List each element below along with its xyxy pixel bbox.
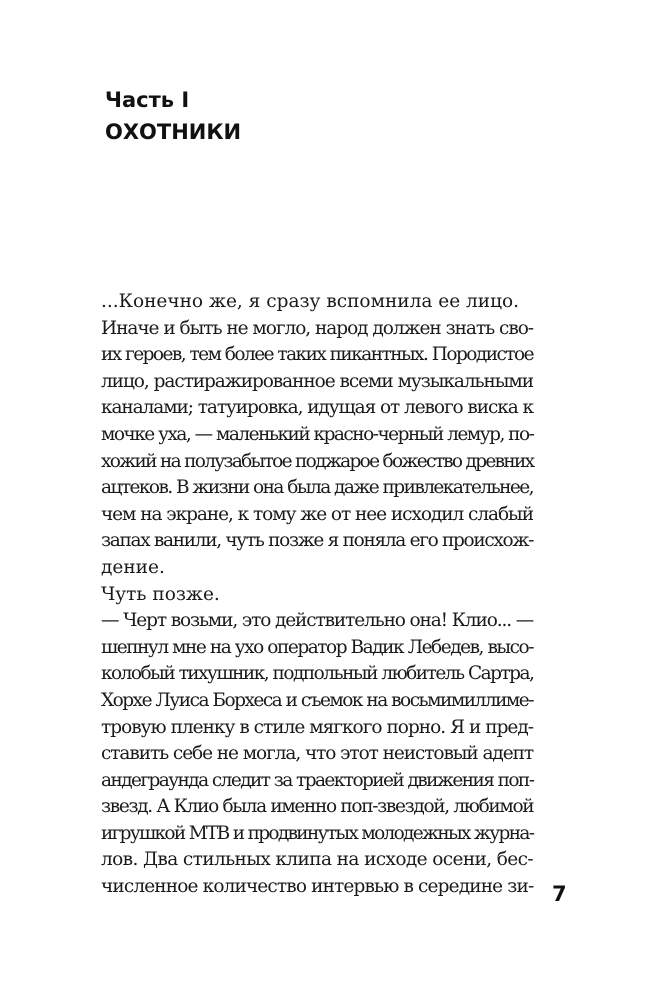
text-line: — Черт возьми, это действительно она! Клио... — — [101, 610, 534, 632]
text-line: андеграунда следит за траекторией движения поп- — [101, 769, 534, 791]
text-line: численное количество интервью в середине зи- — [101, 876, 534, 898]
text-line: ...Конечно же, я сразу вспомнила ее лицо. — [101, 291, 520, 312]
chapter-heading — [105, 84, 241, 148]
body-text — [101, 289, 533, 901]
text-line: тровую пленку в стиле мягкого порно. Я и пред- — [101, 716, 533, 738]
text-line: хожий на полузабытое поджарое божество древних — [101, 450, 534, 472]
text-line: каналами; татуировка, идущая от левого виска к — [101, 397, 533, 419]
text-line: Иначе и быть не могло, народ должен знать сво- — [101, 317, 533, 339]
chapter-title: ОХОТНИКИ — [105, 120, 242, 144]
part-label: Часть I — [105, 88, 190, 112]
text-line: мочке уха, — маленький красно-черный лемур, по- — [101, 423, 534, 445]
page-number: 7 — [552, 882, 567, 906]
text-line: Чуть позже. — [101, 583, 220, 605]
text-line: игрушкой МТВ и продвинутых молодежных журна- — [101, 822, 534, 844]
text-line: колобый тихушник, подпольный любитель Сартра, — [101, 663, 534, 685]
text-line: ацтеков. В жизни она была даже привлекательнее, — [101, 477, 533, 499]
text-line: их героев, тем более таких пикантных. Породистое — [101, 344, 533, 366]
text-line: звезд. А Клио была именно поп-звездой, любимой — [101, 796, 534, 818]
text-line: лицо, растиражированное всеми музыкальными — [101, 370, 533, 392]
text-line: запах ванили, чуть позже я поняла его происхож- — [101, 530, 533, 552]
text-line: Хорхе Луиса Борхеса и съемок на восьмимиллиме- — [101, 689, 533, 711]
text-line: дение. — [101, 556, 165, 578]
text-line: шепнул мне на ухо оператор Вадик Лебедев, высо- — [101, 636, 533, 658]
text-line: чем на экране, к тому же от нее исходил слабый — [101, 503, 533, 525]
text-line: лов. Два стильных клипа на исходе осени, бес- — [101, 849, 533, 871]
text-line: ставить себе не могла, что этот неистовый адепт — [101, 743, 533, 765]
